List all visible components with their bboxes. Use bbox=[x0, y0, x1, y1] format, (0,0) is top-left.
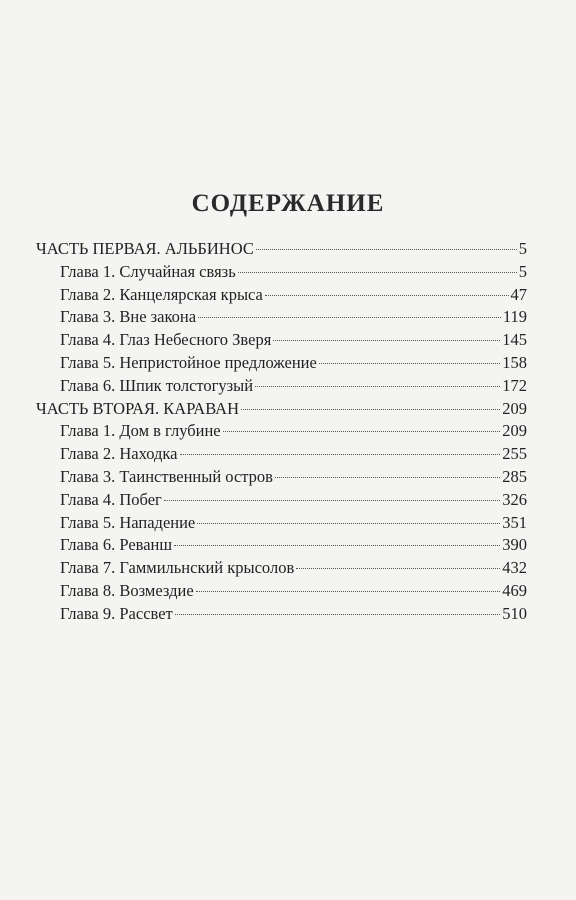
dot-leader bbox=[175, 614, 500, 615]
table-of-contents bbox=[36, 238, 527, 626]
chapter-title: Глава 5. Непристойное предложение bbox=[60, 352, 317, 372]
chapter-title: Глава 3. Вне закона bbox=[60, 307, 197, 327]
toc-chapter bbox=[36, 420, 527, 443]
dot-leader bbox=[164, 500, 500, 501]
page-number: 255 bbox=[502, 444, 527, 464]
page-number: 119 bbox=[502, 307, 527, 327]
page-title: СОДЕРЖАНИЕ bbox=[191, 190, 385, 217]
part-title: ЧАСТЬ ВТОРАЯ. КАРАВАН bbox=[36, 398, 240, 418]
toc-chapter bbox=[36, 489, 527, 512]
toc-chapter bbox=[36, 557, 527, 580]
toc-chapter bbox=[36, 329, 527, 352]
dot-leader bbox=[174, 545, 500, 546]
page-number: 469 bbox=[502, 580, 527, 600]
chapter-title: Глава 5. Нападение bbox=[60, 512, 196, 532]
toc-chapter bbox=[36, 375, 527, 398]
chapter-title: Глава 9. Рассвет bbox=[60, 603, 173, 623]
page-number: 285 bbox=[502, 466, 527, 486]
toc-chapter bbox=[36, 443, 527, 466]
dot-leader bbox=[241, 409, 500, 410]
chapter-title: Глава 8. Возмездие bbox=[60, 580, 194, 600]
chapter-title: Глава 6. Реванш bbox=[60, 535, 173, 555]
dot-leader bbox=[196, 591, 501, 592]
page-number: 145 bbox=[502, 330, 527, 350]
chapter-title: Глава 6. Шпик толстогузый bbox=[60, 375, 254, 395]
page-number: 209 bbox=[502, 421, 527, 441]
toc-chapter bbox=[36, 352, 527, 375]
dot-leader bbox=[275, 477, 500, 478]
chapter-title: Глава 1. Случайная связь bbox=[60, 261, 236, 281]
toc-chapter bbox=[36, 603, 527, 626]
chapter-title: Глава 2. Канцелярская крыса bbox=[60, 284, 263, 304]
toc-chapter bbox=[36, 534, 527, 557]
dot-leader bbox=[197, 523, 500, 524]
toc-chapter bbox=[36, 512, 527, 535]
dot-leader bbox=[256, 249, 517, 250]
part-title: ЧАСТЬ ПЕРВАЯ. АЛЬБИНОС bbox=[36, 239, 254, 258]
chapter-title: Глава 7. Гаммильнский крысолов bbox=[60, 558, 295, 578]
toc-chapter bbox=[36, 284, 527, 307]
dot-leader bbox=[273, 340, 500, 341]
page-number: 326 bbox=[502, 489, 527, 509]
toc-chapter bbox=[36, 580, 527, 603]
chapter-title: Глава 1. Дом в глубине bbox=[60, 421, 221, 441]
page-number: 5 bbox=[518, 261, 527, 281]
page-number: 172 bbox=[502, 375, 527, 395]
dot-leader bbox=[265, 295, 509, 296]
page-number: 390 bbox=[502, 535, 527, 555]
toc-part-1 bbox=[36, 238, 527, 261]
page-number: 209 bbox=[502, 398, 527, 418]
dot-leader bbox=[180, 454, 501, 455]
toc-chapter bbox=[36, 261, 527, 284]
page-number: 158 bbox=[502, 352, 527, 372]
toc-part-2 bbox=[36, 398, 527, 421]
chapter-title: Глава 4. Побег bbox=[60, 489, 162, 509]
chapter-title: Глава 4. Глаз Небесного Зверя bbox=[60, 330, 272, 350]
toc-chapter bbox=[36, 306, 527, 329]
dot-leader bbox=[198, 317, 501, 318]
dot-leader bbox=[238, 272, 517, 273]
page-number: 510 bbox=[502, 603, 527, 623]
dot-leader bbox=[296, 568, 500, 569]
page-number: 47 bbox=[510, 284, 527, 304]
chapter-title: Глава 3. Таинственный остров bbox=[60, 466, 273, 486]
page-number: 432 bbox=[502, 558, 527, 578]
toc-chapter bbox=[36, 466, 527, 489]
dot-leader bbox=[319, 363, 500, 364]
page-number: 351 bbox=[502, 512, 527, 532]
dot-leader bbox=[255, 386, 500, 387]
chapter-title: Глава 2. Находка bbox=[60, 444, 178, 464]
dot-leader bbox=[223, 431, 501, 432]
page-number: 5 bbox=[518, 239, 527, 258]
